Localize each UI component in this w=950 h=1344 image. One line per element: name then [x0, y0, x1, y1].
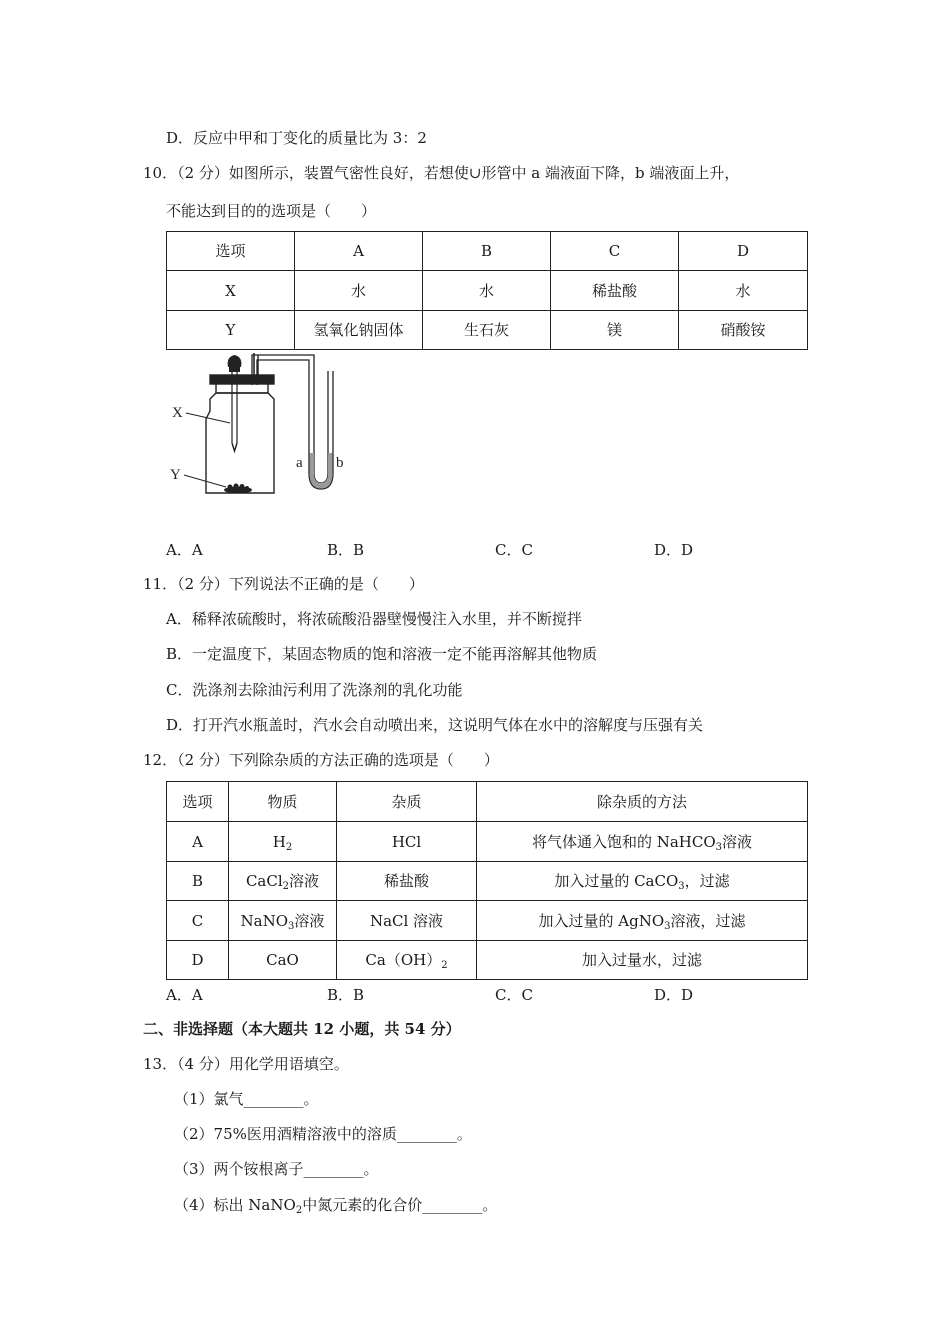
q13-part-4: （4）标出 NaNO$_2$中氮元素的化合价________。	[174, 1196, 498, 1216]
q10-header-cell: C	[551, 232, 679, 271]
q12-option-a[interactable]: A．A	[166, 986, 203, 1004]
q12-stem: 12．（2 分）下列除杂质的方法正确的选项是（ ）	[143, 751, 499, 769]
q12-cell-substance: CaO	[229, 941, 337, 980]
answer-blank[interactable]: ________	[422, 1196, 483, 1214]
q13-part-2: （2）75%医用酒精溶液中的溶质________。	[174, 1125, 472, 1143]
label-b: b	[336, 455, 344, 471]
apparatus-figure	[166, 353, 356, 503]
q10-header-cell: 选项	[167, 232, 295, 271]
q10-table	[166, 231, 808, 350]
label-a: a	[296, 455, 303, 471]
q10-stem-line1: 10．（2 分）如图所示，装置气密性良好，若想使∪形管中 a 端液面下降，b 端液面上升，	[143, 164, 740, 182]
q12-header-cell: 杂质	[337, 782, 477, 822]
q10-option-c[interactable]: C．C	[495, 541, 533, 559]
q10-stem-line2: 不能达到目的的选项是（ ）	[166, 202, 377, 220]
answer-blank[interactable]: ________	[396, 1125, 457, 1143]
q12-cell-substance: CaCl$_2$溶液	[229, 862, 337, 901]
table-row	[167, 941, 808, 980]
dropper-bulb	[228, 355, 242, 367]
q12-table-header-row	[167, 782, 808, 822]
q13-part-1: （1）氯气________。	[174, 1090, 319, 1108]
q10-cell: 水	[295, 271, 423, 311]
q10-cell: 硝酸铵	[679, 311, 808, 350]
q12-cell-method: 加入过量水，过滤	[477, 941, 808, 980]
answer-blank[interactable]: ________	[243, 1090, 304, 1108]
q12-header-cell: 物质	[229, 782, 337, 822]
q10-cell: 氢氧化钠固体	[295, 311, 423, 350]
q10-cell: Y	[167, 311, 295, 350]
q12-cell-impurity: 稀盐酸	[337, 862, 477, 901]
leader-lines	[184, 413, 230, 487]
q12-cell-substance: NaNO$_3$溶液	[229, 901, 337, 941]
q12-cell-option: B	[167, 862, 229, 901]
q11-option-b[interactable]: B．一定温度下，某固态物质的饱和溶液一定不能再溶解其他物质	[166, 645, 598, 663]
q12-cell-option: C	[167, 901, 229, 941]
q10-header-cell: B	[423, 232, 551, 271]
q10-options	[166, 539, 816, 559]
q12-cell-option: A	[167, 822, 229, 862]
rubber-stopper	[210, 375, 274, 384]
table-row	[167, 901, 808, 941]
section-2-heading: 二、非选择题（本大题共 12 小题，共 54 分）	[143, 1020, 461, 1038]
q12-option-d[interactable]: D．D	[654, 986, 694, 1004]
label-x: X	[172, 405, 183, 421]
q10-table-row-y	[167, 311, 808, 350]
q12-cell-method: 加入过量的 AgNO$_3$溶液，过滤	[477, 901, 808, 941]
q12-option-c[interactable]: C．C	[495, 986, 533, 1004]
q10-header-cell: A	[295, 232, 423, 271]
solid-y	[224, 484, 252, 494]
q10-table-row-x	[167, 271, 808, 311]
bottle-outline	[206, 393, 274, 493]
q12-cell-method: 将气体通入饱和的 NaHCO$_3$溶液	[477, 822, 808, 862]
q12-table	[166, 781, 808, 980]
q10-cell: 水	[423, 271, 551, 311]
q10-cell: 镁	[551, 311, 679, 350]
q12-cell-option: D	[167, 941, 229, 980]
q12-header-cell: 选项	[167, 782, 229, 822]
u-tube-liquid	[310, 453, 333, 489]
q12-cell-impurity: HCl	[337, 822, 477, 862]
q12-cell-impurity: $Ca(OH)_2$	[337, 941, 477, 980]
q13-stem: 13．（4 分）用化学用语填空。	[143, 1055, 349, 1073]
q11-option-c[interactable]: C．洗涤剂去除油污利用了洗涤剂的乳化功能	[166, 681, 463, 699]
answer-blank[interactable]: ________	[303, 1160, 364, 1178]
q10-option-b[interactable]: B．B	[327, 541, 365, 559]
q10-table-header-row	[167, 232, 808, 271]
q10-cell: 稀盐酸	[551, 271, 679, 311]
table-row	[167, 862, 808, 901]
q10-option-a[interactable]: A．A	[166, 541, 203, 559]
q12-options	[166, 984, 816, 1004]
q12-cell-impurity: NaCl 溶液	[337, 901, 477, 941]
label-y: Y	[170, 467, 181, 483]
q10-option-d[interactable]: D．D	[654, 541, 694, 559]
q12-header-cell: 除杂质的方法	[477, 782, 808, 822]
q12-option-b[interactable]: B．B	[327, 986, 365, 1004]
q10-cell: X	[167, 271, 295, 311]
q12-cell-substance: $H_2$	[229, 822, 337, 862]
q10-cell: 水	[679, 271, 808, 311]
q10-header-cell: D	[679, 232, 808, 271]
q11-option-d[interactable]: D．打开汽水瓶盖时，汽水会自动喷出来，这说明气体在水中的溶解度与压强有关	[166, 716, 704, 734]
q11-stem: 11．（2 分）下列说法不正确的是（ ）	[143, 575, 424, 593]
q13-part-3: （3）两个铵根离子________。	[174, 1160, 379, 1178]
q12-cell-method: 加入过量的 CaCO$_3$，过滤	[477, 862, 808, 901]
table-row	[167, 822, 808, 862]
q9-option-d: D．反应中甲和丁变化的质量比为 3：2	[166, 129, 427, 147]
q10-cell: 生石灰	[423, 311, 551, 350]
q11-option-a[interactable]: A．稀释浓硫酸时，将浓硫酸沿器壁慢慢注入水里，并不断搅拌	[166, 610, 582, 628]
